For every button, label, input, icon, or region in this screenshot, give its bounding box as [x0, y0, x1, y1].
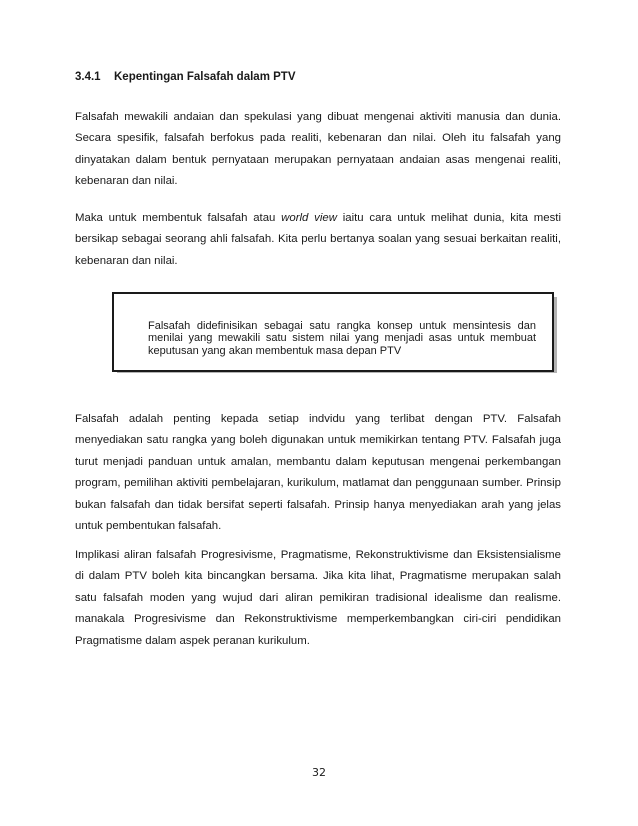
definition-callout-box: [112, 292, 554, 372]
page-number: 32: [312, 766, 326, 779]
section-number: 3.4.1: [75, 71, 101, 83]
section-title: Kepentingan Falsafah dalam PTV: [114, 71, 296, 83]
world-view-term: world view: [281, 212, 337, 224]
paragraph-2-end: iaitu cara untuk melihat dunia, kita mesti bersikap sebagai seorang ahli falsafah. Kita perlu bertanya soalan yang sesuai berkaitan realiti, kebenaran dan nilai.: [75, 212, 561, 267]
section-heading: [75, 71, 295, 83]
paragraph-2-start: Maka untuk membentuk falsafah atau: [75, 212, 282, 224]
paragraph-4: Implikasi aliran falsafah Progresivisme, Pragmatisme, Rekonstruktivisme dan Eksistensialisme di dalam PTV boleh kita bincangkan bersama. Jika kita lihat, Pragmatisme merupakan salah satu falsafah moden yang wujud dari aliran pemikiran tradisional idealisme dan realisme. manakala Progresivisme dan Rekonstruktivisme memperkembangkan ciri-ciri pendidikan Pragmatisme dalam aspek peranan kurikulum.: [75, 549, 561, 647]
paragraph-3: Falsafah adalah penting kepada setiap indvidu yang terlibat dengan PTV. Falsafah menyediakan satu rangka yang boleh digunakan untuk memikirkan tentang PTV. Falsafah juga turut menjadi panduan untuk amalan, membantu dalam keputusan mengenai perkembangan program, pemilihan aktiviti pembelajaran, kurikulum, matlamat dan penggunaan sumber. Prinsip bukan falsafah dan tidak bersifat seperti falsafah. Prinsip hanya menyediakan arah yang jelas untuk pembentukan falsafah.: [75, 413, 561, 533]
paragraph-1: Falsafah mewakili andaian dan spekulasi yang dibuat mengenai aktiviti manusia dan dunia. Secara spesifik, falsafah berfokus pada realiti, kebenaran dan nilai. Oleh itu falsafah yang dinyatakan dalam bentuk pernyataan merupakan pernyataan andaian asas mengenai realiti, kebenaran dan nilai.: [75, 111, 561, 188]
definition-callout-text: Falsafah didefinisikan sebagai satu rangka konsep untuk mensintesis dan menilai yang mewakili satu sistem nilai yang menjadi asas untuk membuat keputusan yang akan membentuk masa depan PTV: [148, 320, 536, 357]
paragraph-2: [75, 208, 561, 272]
